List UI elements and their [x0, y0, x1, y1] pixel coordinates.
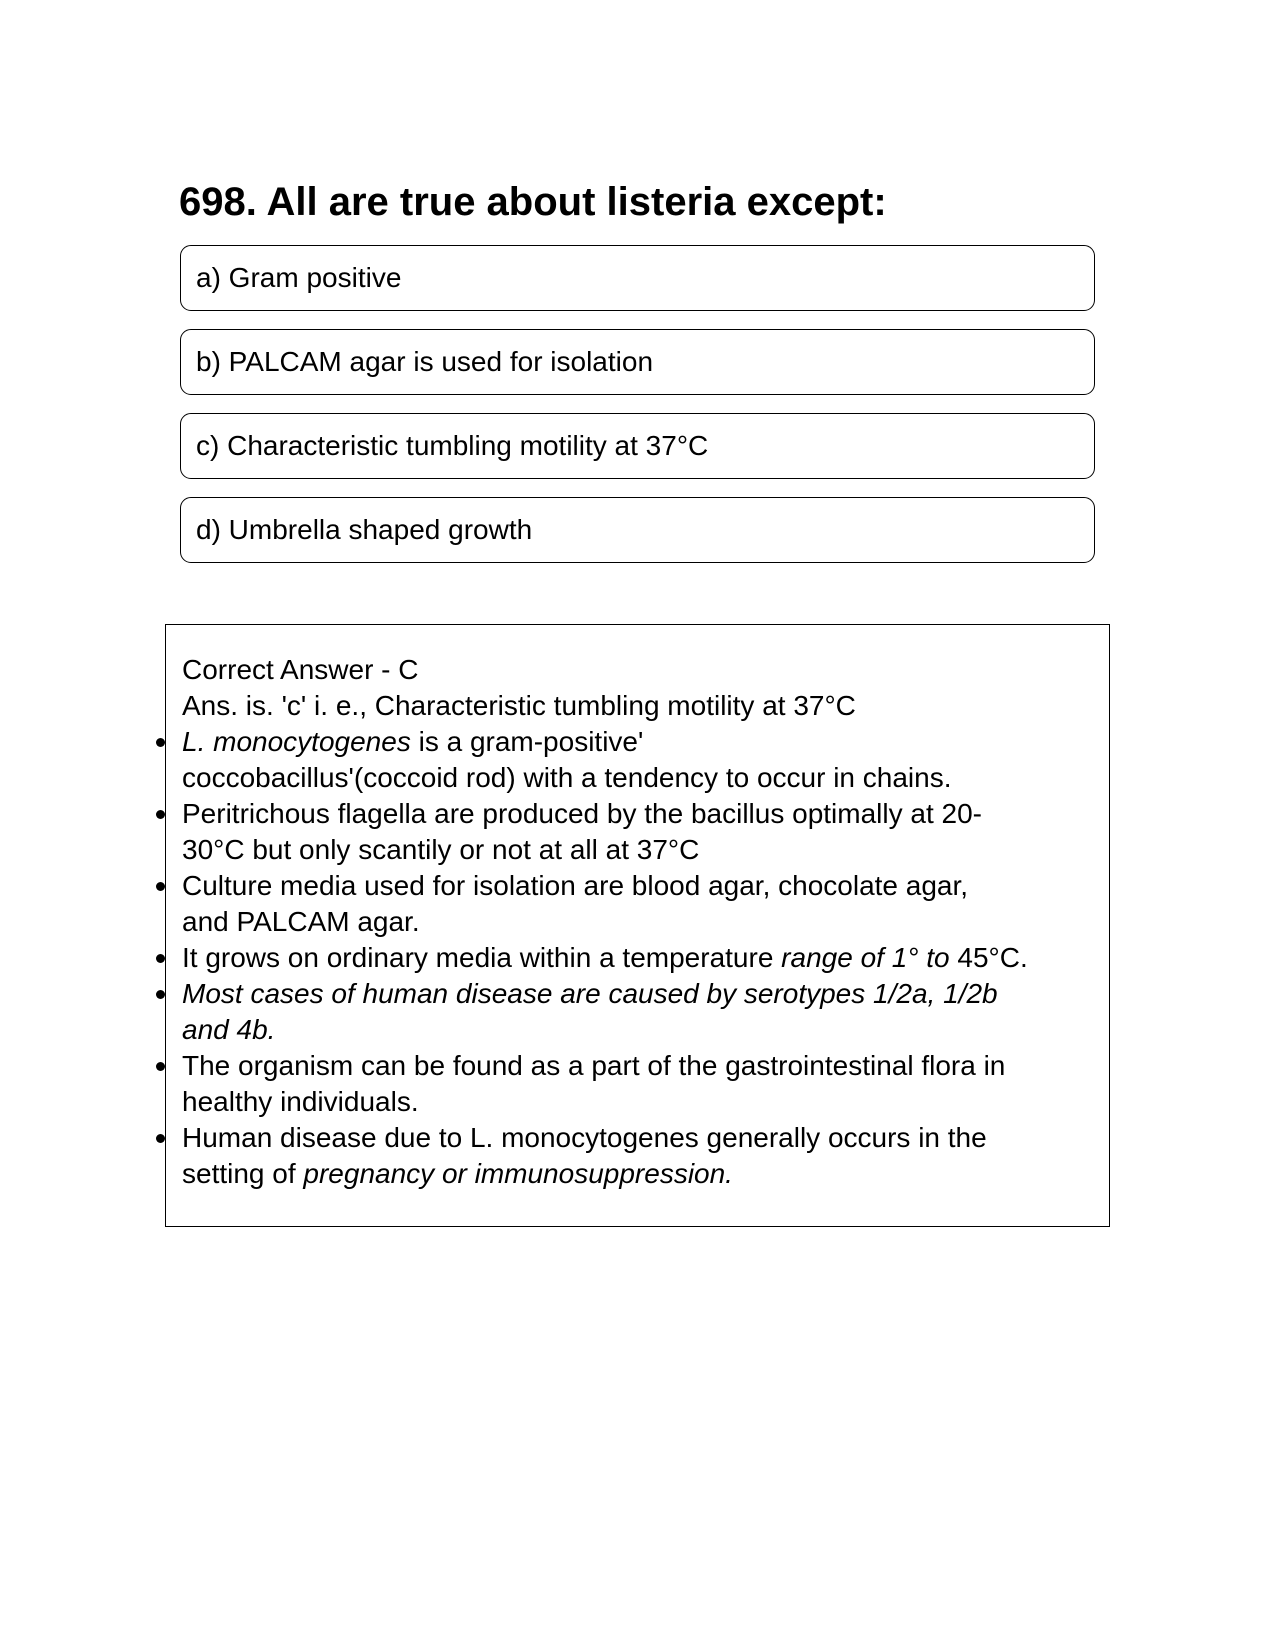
- bullet-line: The organism can be found as a part of the gastrointestinal flora in: [182, 1050, 1006, 1081]
- bullet-text: setting of: [182, 1158, 304, 1189]
- italic-text: pregnancy or immunosuppression.: [303, 1158, 733, 1189]
- bullet-line: and 4b.: [182, 1014, 276, 1045]
- answer-explanation: Ans. is. 'c' i. e., Characteristic tumbling motility at 37°C: [182, 690, 856, 721]
- bullet-item: [182, 796, 1102, 868]
- bullet-line: Human disease due to L. monocytogenes generally occurs in the: [182, 1122, 987, 1153]
- bullet-item: [182, 940, 1102, 976]
- bullet-line: coccobacillus'(coccoid rod) with a tendency to occur in chains.: [182, 762, 952, 793]
- bullet-line: 30°C but only scantily or not at all at 37°C: [182, 834, 700, 865]
- option-b[interactable]: b) PALCAM agar is used for isolation: [180, 329, 1095, 395]
- option-d[interactable]: d) Umbrella shaped growth: [180, 497, 1095, 563]
- bullet-text: is a gram-positive': [410, 726, 644, 757]
- correct-answer-text: Correct Answer - C: [182, 654, 419, 685]
- bullet-text: It grows on ordinary media within a temperature: [182, 942, 782, 973]
- bullet-item: [182, 976, 1102, 1048]
- bullet-line: Most cases of human disease are caused by serotypes 1/2a, 1/2b: [182, 978, 998, 1009]
- bullet-line: Culture media used for isolation are blood agar, chocolate agar,: [182, 870, 969, 901]
- bullet-line: and PALCAM agar.: [182, 906, 420, 937]
- italic-text: range of 1° to: [781, 942, 950, 973]
- question-title: 698. All are true about listeria except:: [179, 180, 887, 224]
- bullet-line: healthy individuals.: [182, 1086, 419, 1117]
- bullet-line: Peritrichous flagella are produced by the bacillus optimally at 20-: [182, 798, 982, 829]
- bullet-line: [182, 940, 1102, 976]
- explanation-bullet-list: [182, 724, 1102, 1192]
- bullet-item: [182, 1048, 1102, 1120]
- option-a[interactable]: a) Gram positive: [180, 245, 1095, 311]
- bullet-line: [182, 1156, 1102, 1192]
- bullet-item: [182, 724, 1102, 796]
- bullet-item: [182, 868, 1102, 940]
- bullet-text: 45°C.: [949, 942, 1028, 973]
- bullet-item: [182, 1120, 1102, 1192]
- italic-text: L. monocytogenes: [182, 726, 411, 757]
- option-c[interactable]: c) Characteristic tumbling motility at 37°C: [180, 413, 1095, 479]
- bullet-line: [182, 724, 1102, 760]
